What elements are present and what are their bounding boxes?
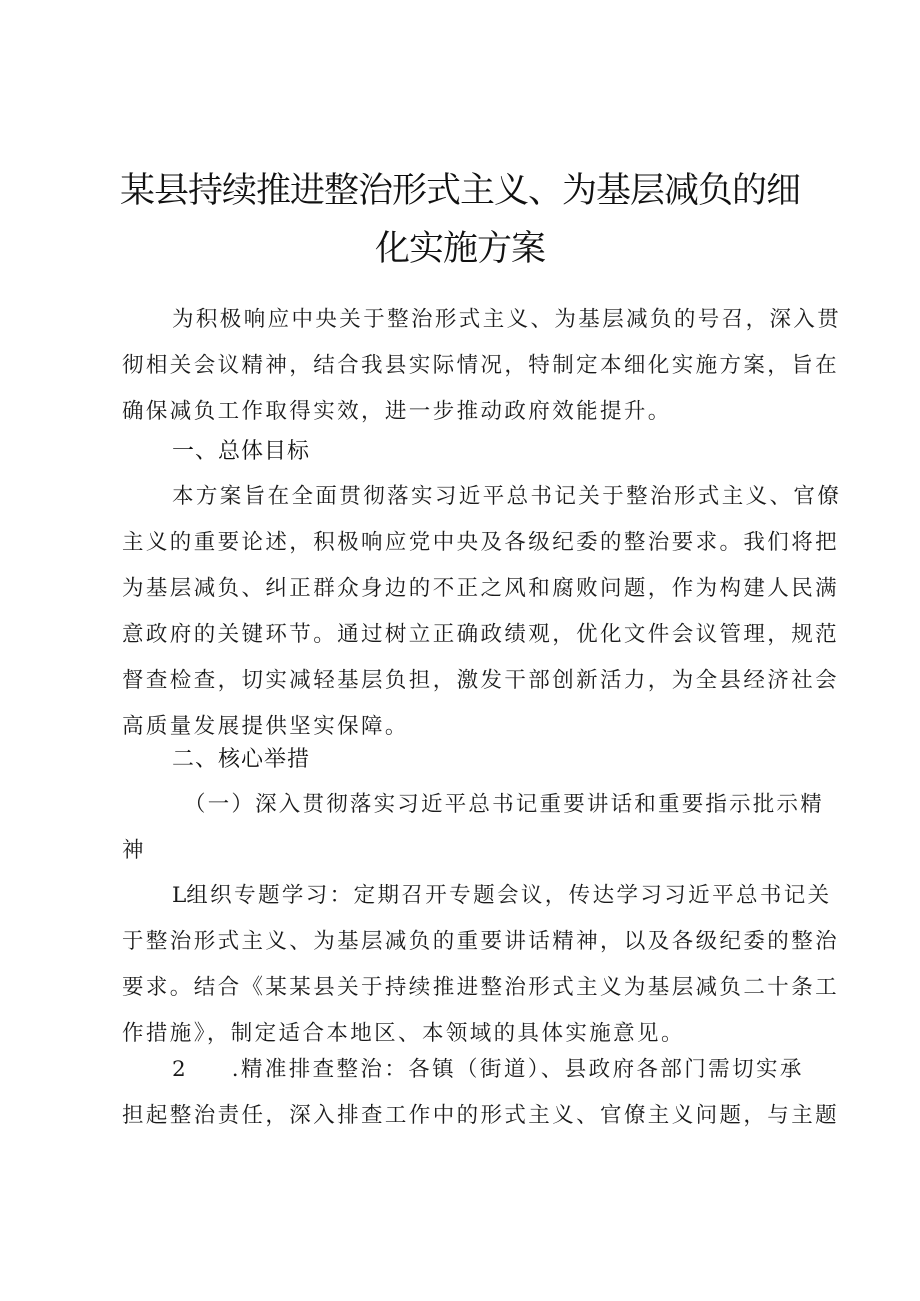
- goals-line: 高质量发展提供坚实保障。: [122, 714, 409, 739]
- goals-line: 主义的重要论述，积极响应党中央及各级纪委的整治要求。我们将把: [122, 530, 840, 555]
- goals-line: 意政府的关键环节。通过树立正确政绩观，优化文件会议管理，规范: [122, 622, 840, 647]
- title-line-2: 化实施方案: [374, 229, 545, 269]
- section-heading-goals: 一、总体目标: [172, 439, 311, 464]
- item-1-line: 于整治形式主义、为基层减负的重要讲话精神，以及各级纪委的整治: [122, 929, 840, 954]
- item-2-text: .精准排查整治：各镇（街道）、县政府各部门需切实承: [231, 1057, 804, 1082]
- intro-line: 为积极响应中央关于整治形式主义、为基层减负的号召，深入贯: [172, 307, 842, 332]
- goals-line: 本方案旨在全面贯彻落实习近平总书记关于整治形式主义、官僚: [172, 484, 842, 509]
- document-title: [0, 162, 920, 278]
- goals-paragraph: [122, 474, 842, 750]
- item-2-number: 2: [172, 1057, 186, 1082]
- intro-paragraph: [122, 297, 842, 435]
- item-1-line: 要求。结合《某某县关于持续推进整治形式主义为基层减负二十条工: [122, 975, 840, 1000]
- item-1-paragraph: [122, 873, 840, 1057]
- item-1-first-line: [122, 873, 832, 919]
- subsection-line: 神: [122, 838, 146, 863]
- item-2-first-line: [122, 1047, 812, 1093]
- item-1-number: L: [172, 883, 187, 908]
- subsection-line: （一）深入贯彻落实习近平总书记重要讲话和重要指示批示精: [184, 792, 824, 817]
- subsection-1: [122, 782, 822, 874]
- item-1-text: 组织专题学习：定期召开专题会议，传达学习习近平总书记关: [186, 883, 832, 908]
- goals-line: 为基层减负、纠正群众身边的不正之风和腐败问题，作为构建人民满: [122, 576, 840, 601]
- section-heading-measures: 二、核心举措: [172, 747, 311, 772]
- goals-line: 督查检查，切实减轻基层负担，激发干部创新活力，为全县经济社会: [122, 668, 840, 693]
- item-2-paragraph: [122, 1047, 840, 1139]
- title-line-1: 某县持续推进整治形式主义、为基层减负的细: [119, 171, 800, 211]
- item-2-line: 担起整治责任，深入排查工作中的形式主义、官僚主义问题，与主题: [122, 1103, 840, 1128]
- intro-line: 彻相关会议精神，结合我县实际情况，特制定本细化实施方案，旨在: [122, 353, 840, 378]
- intro-line: 确保减负工作取得实效，进一步推动政府效能提升。: [122, 399, 672, 424]
- item-1-line: 作措施》，制定适合本地区、本领域的具体实施意见。: [122, 1021, 685, 1046]
